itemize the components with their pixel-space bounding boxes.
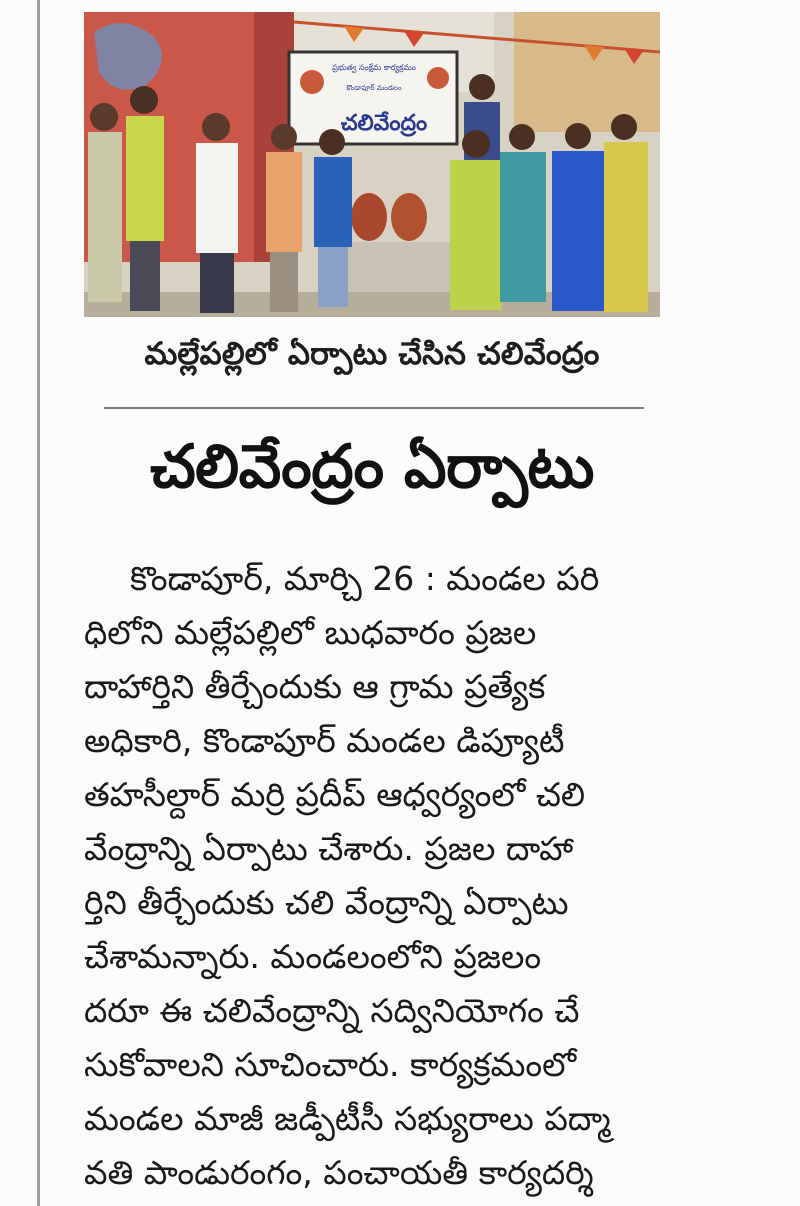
body-line: సుకోవాలని సూచించారు. కార్యక్రమంలో [84, 1045, 577, 1084]
column-divider [37, 0, 40, 1206]
body-line: దరూ ఈ చలివేంద్రాన్ని సద్వినియోగం చే [84, 991, 580, 1030]
banner-title: చలివేంద్రం [340, 111, 428, 136]
body-line: ధిలోని మల్లేపల్లిలో బుధవారం ప్రజల [84, 613, 537, 652]
body-line: వేంద్రాన్ని ఏర్పాటు చేశారు. ప్రజల దాహా [84, 829, 574, 868]
article-body [84, 552, 660, 1200]
article-headline: చలివేంద్రం ఏర్పాటు [150, 432, 594, 502]
body-line: అధికారి, కొండాపూర్ మండల డిప్యూటీ [84, 721, 565, 760]
body-line: ర్తిని తీర్చేందుకు చలి వేంద్రాన్ని ఏర్పాటు [84, 883, 569, 922]
body-line: దాహార్తిని తీర్చేందుకు ఆ గ్రామ ప్రత్యేక [84, 667, 546, 706]
news-photo [84, 12, 660, 317]
banner-line-2: కొండాపూర్ మండలం [346, 84, 402, 92]
body-line: తహసీల్దార్ మర్రి ప్రదీప్ ఆధ్వర్యంలో చలి [84, 775, 586, 814]
body-line: చేశామన్నారు. మండలంలోని ప్రజలం [84, 937, 542, 976]
banner-line-1: ప్రభుత్వ సంక్షేమ కార్యక్రమం [332, 63, 416, 72]
headline-divider [104, 407, 644, 409]
photo-caption: మల్లేపల్లిలో ఏర్పాటు చేసిన చలివేంద్రం [144, 336, 600, 372]
body-line: మండల మాజీ జడ్పీటీసీ సభ్యురాలు పద్మా [84, 1099, 611, 1138]
body-line: వతి పాండురంగం, పంచాయతీ కార్యదర్శి [84, 1153, 594, 1192]
body-line: కొండాపూర్, మార్చి 26 : మండల పరి [130, 559, 600, 598]
